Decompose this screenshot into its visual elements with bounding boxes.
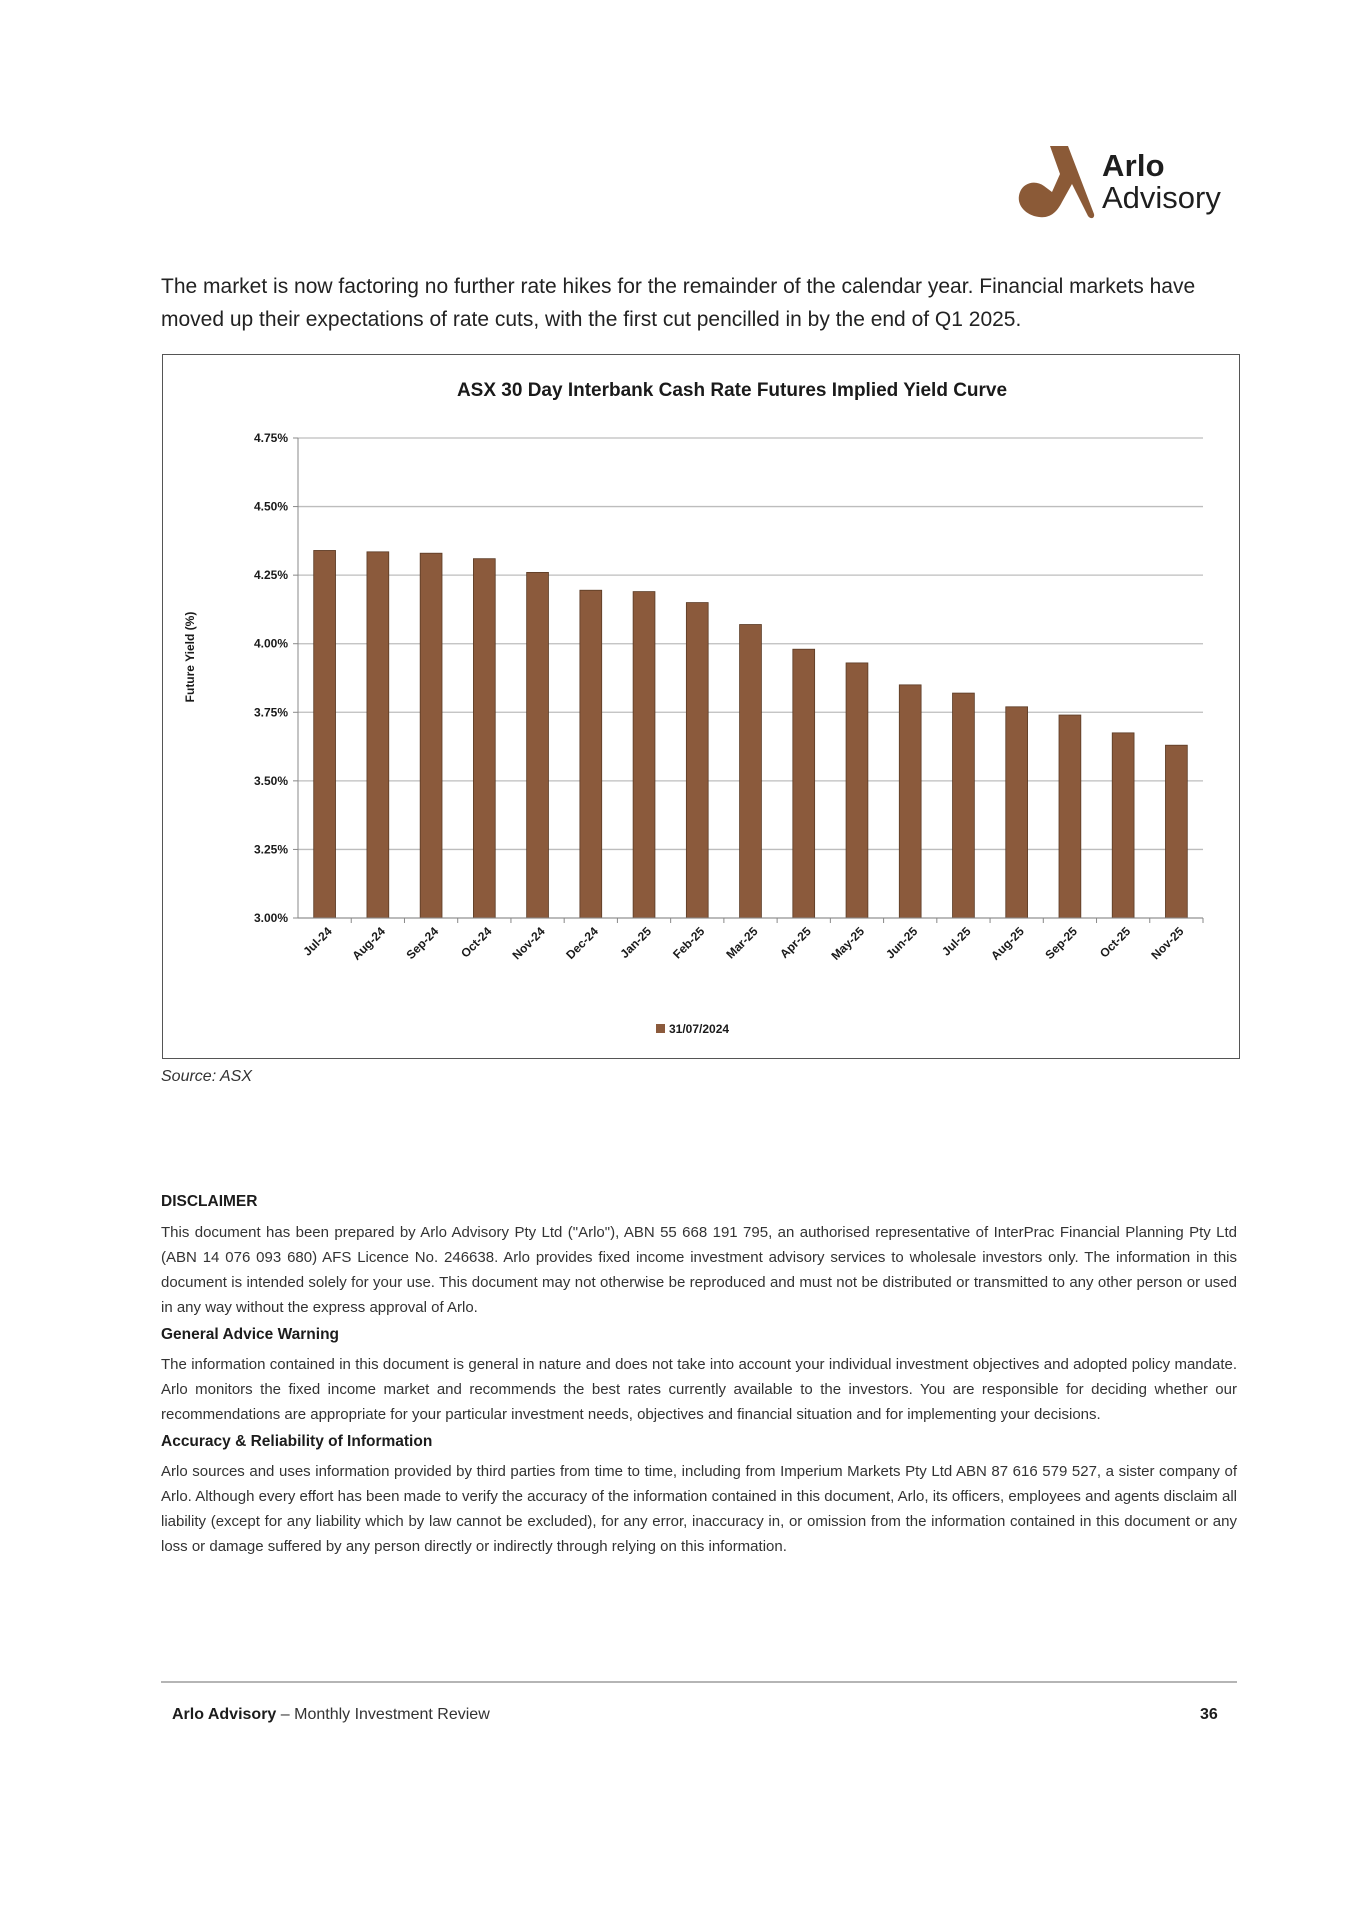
x-tick-label: Apr-25 [777, 924, 814, 962]
x-tick-label: Jan-25 [617, 924, 655, 962]
bar [580, 590, 602, 918]
logo-text [1102, 150, 1221, 214]
footer-divider [161, 1681, 1237, 1683]
footer-title [172, 1706, 490, 1724]
chart-bars [314, 550, 1188, 918]
bar [367, 552, 389, 918]
bar [633, 592, 655, 918]
page-number: 36 [1200, 1706, 1218, 1723]
disclaimer-section [161, 1193, 1237, 1559]
bar [846, 663, 868, 918]
logo-line-advisory: Advisory [1102, 180, 1221, 215]
x-tick-label: Nov-24 [509, 924, 548, 963]
bar [473, 559, 495, 918]
disclaimer-paragraph-2: The information contained in this document is general in nature and does not take into account your individual investment objectives and adopted policy mandate. Arlo monitors the fixed income market and recommends the best rates currently available to the investors. You are responsible for deciding whether our recommendations are appropriate for your particular investment needs, objectives and financial situation and for implementing your decisions. [161, 1356, 1237, 1423]
disclaimer-paragraph-3: Arlo sources and uses information provided by third parties from time to time, including from Imperium Markets Pty Ltd ABN 87 616 579 527, a sister company of Arlo. Although every effort has been made to verify the accuracy of the information contained in this document, Arlo, its officers, employees and agents disclaim all liability (except for any liability which by law cannot be excluded), for any error, inaccuracy in, or omission from the information contained in this document or any loss or damage suffered by any person directly or indirectly through relying on this information. [161, 1463, 1237, 1555]
y-tick-label: 3.25% [253, 842, 288, 857]
yield-curve-chart [162, 354, 1240, 1059]
y-tick-label: 4.75% [253, 431, 288, 445]
x-tick-label: Jul-25 [939, 924, 974, 959]
bar [740, 625, 762, 918]
x-tick-label: Mar-25 [723, 924, 761, 962]
y-tick-label: 3.50% [253, 773, 288, 788]
x-tick-label: Sep-24 [403, 924, 442, 962]
y-tick-label: 4.00% [253, 636, 288, 651]
x-tick-label: Sep-25 [1042, 924, 1081, 962]
footer-doc-title: – Monthly Investment Review [276, 1706, 490, 1723]
x-tick-label: Feb-25 [670, 924, 708, 962]
chart-svg [163, 355, 1241, 1060]
bar [314, 550, 336, 918]
accuracy-heading: Accuracy & Reliability of Information [161, 1433, 433, 1450]
footer-brand: Arlo Advisory [172, 1706, 277, 1723]
bar [527, 572, 549, 918]
chart-y-axis-label: Future Yield (%) [183, 611, 197, 703]
x-tick-label: May-25 [828, 924, 868, 963]
intro-paragraph: The market is now factoring no further rate hikes for the remainder of the calendar year. Financial markets have moved up their expectations of rate cuts, with the first cut pencilled in by the end of Q1 2025. [161, 275, 1196, 331]
bar [1165, 745, 1187, 918]
x-tick-label: Dec-24 [563, 924, 601, 962]
y-tick-label: 3.00% [253, 911, 288, 925]
x-tick-label: Nov-25 [1148, 924, 1187, 963]
bar [793, 649, 815, 918]
legend-swatch [656, 1024, 665, 1033]
bar [953, 693, 975, 918]
x-tick-label: Aug-24 [349, 924, 388, 963]
bar [899, 685, 921, 918]
disclaimer-heading: DISCLAIMER [161, 1193, 258, 1210]
chart-source: Source: ASX [161, 1068, 253, 1085]
chart-title: ASX 30 Day Interbank Cash Rate Futures Implied Yield Curve [456, 380, 1008, 401]
bar [1059, 715, 1081, 918]
disclaimer-paragraph-1: This document has been prepared by Arlo Advisory Pty Ltd ("Arlo"), ABN 55 668 191 795, an authorised representative of InterPrac Financial Planning Pty Ltd (ABN 14 076 093 680) AFS Licence No. 246638. Arlo provides fixed income investment advisory services to wholesale investors only. The information in this document is intended solely for your use. This document may not otherwise be reproduced and must not be distributed or transmitted to any other person or used in any way without the express approval of Arlo. [161, 1224, 1237, 1316]
y-tick-label: 4.25% [253, 568, 288, 583]
x-tick-label: Jul-24 [300, 924, 335, 959]
logo-line-arlo: Arlo [1102, 148, 1165, 183]
general-advice-heading: General Advice Warning [161, 1326, 340, 1343]
bar [1112, 733, 1134, 918]
x-tick-label: Jun-25 [883, 924, 921, 962]
arlo-logo [1016, 144, 1246, 220]
x-tick-label: Oct-24 [458, 924, 495, 961]
y-tick-label: 3.75% [253, 705, 288, 720]
legend-label: 31/07/2024 [669, 1022, 730, 1036]
x-tick-label: Oct-25 [1096, 924, 1134, 961]
chart-legend [656, 1022, 729, 1036]
bar [1006, 707, 1028, 918]
x-tick-label: Aug-25 [988, 924, 1027, 963]
arlo-logo-mark-icon [1016, 144, 1096, 220]
bar [420, 553, 442, 918]
y-tick-label: 4.50% [253, 499, 288, 514]
bar [686, 603, 708, 918]
